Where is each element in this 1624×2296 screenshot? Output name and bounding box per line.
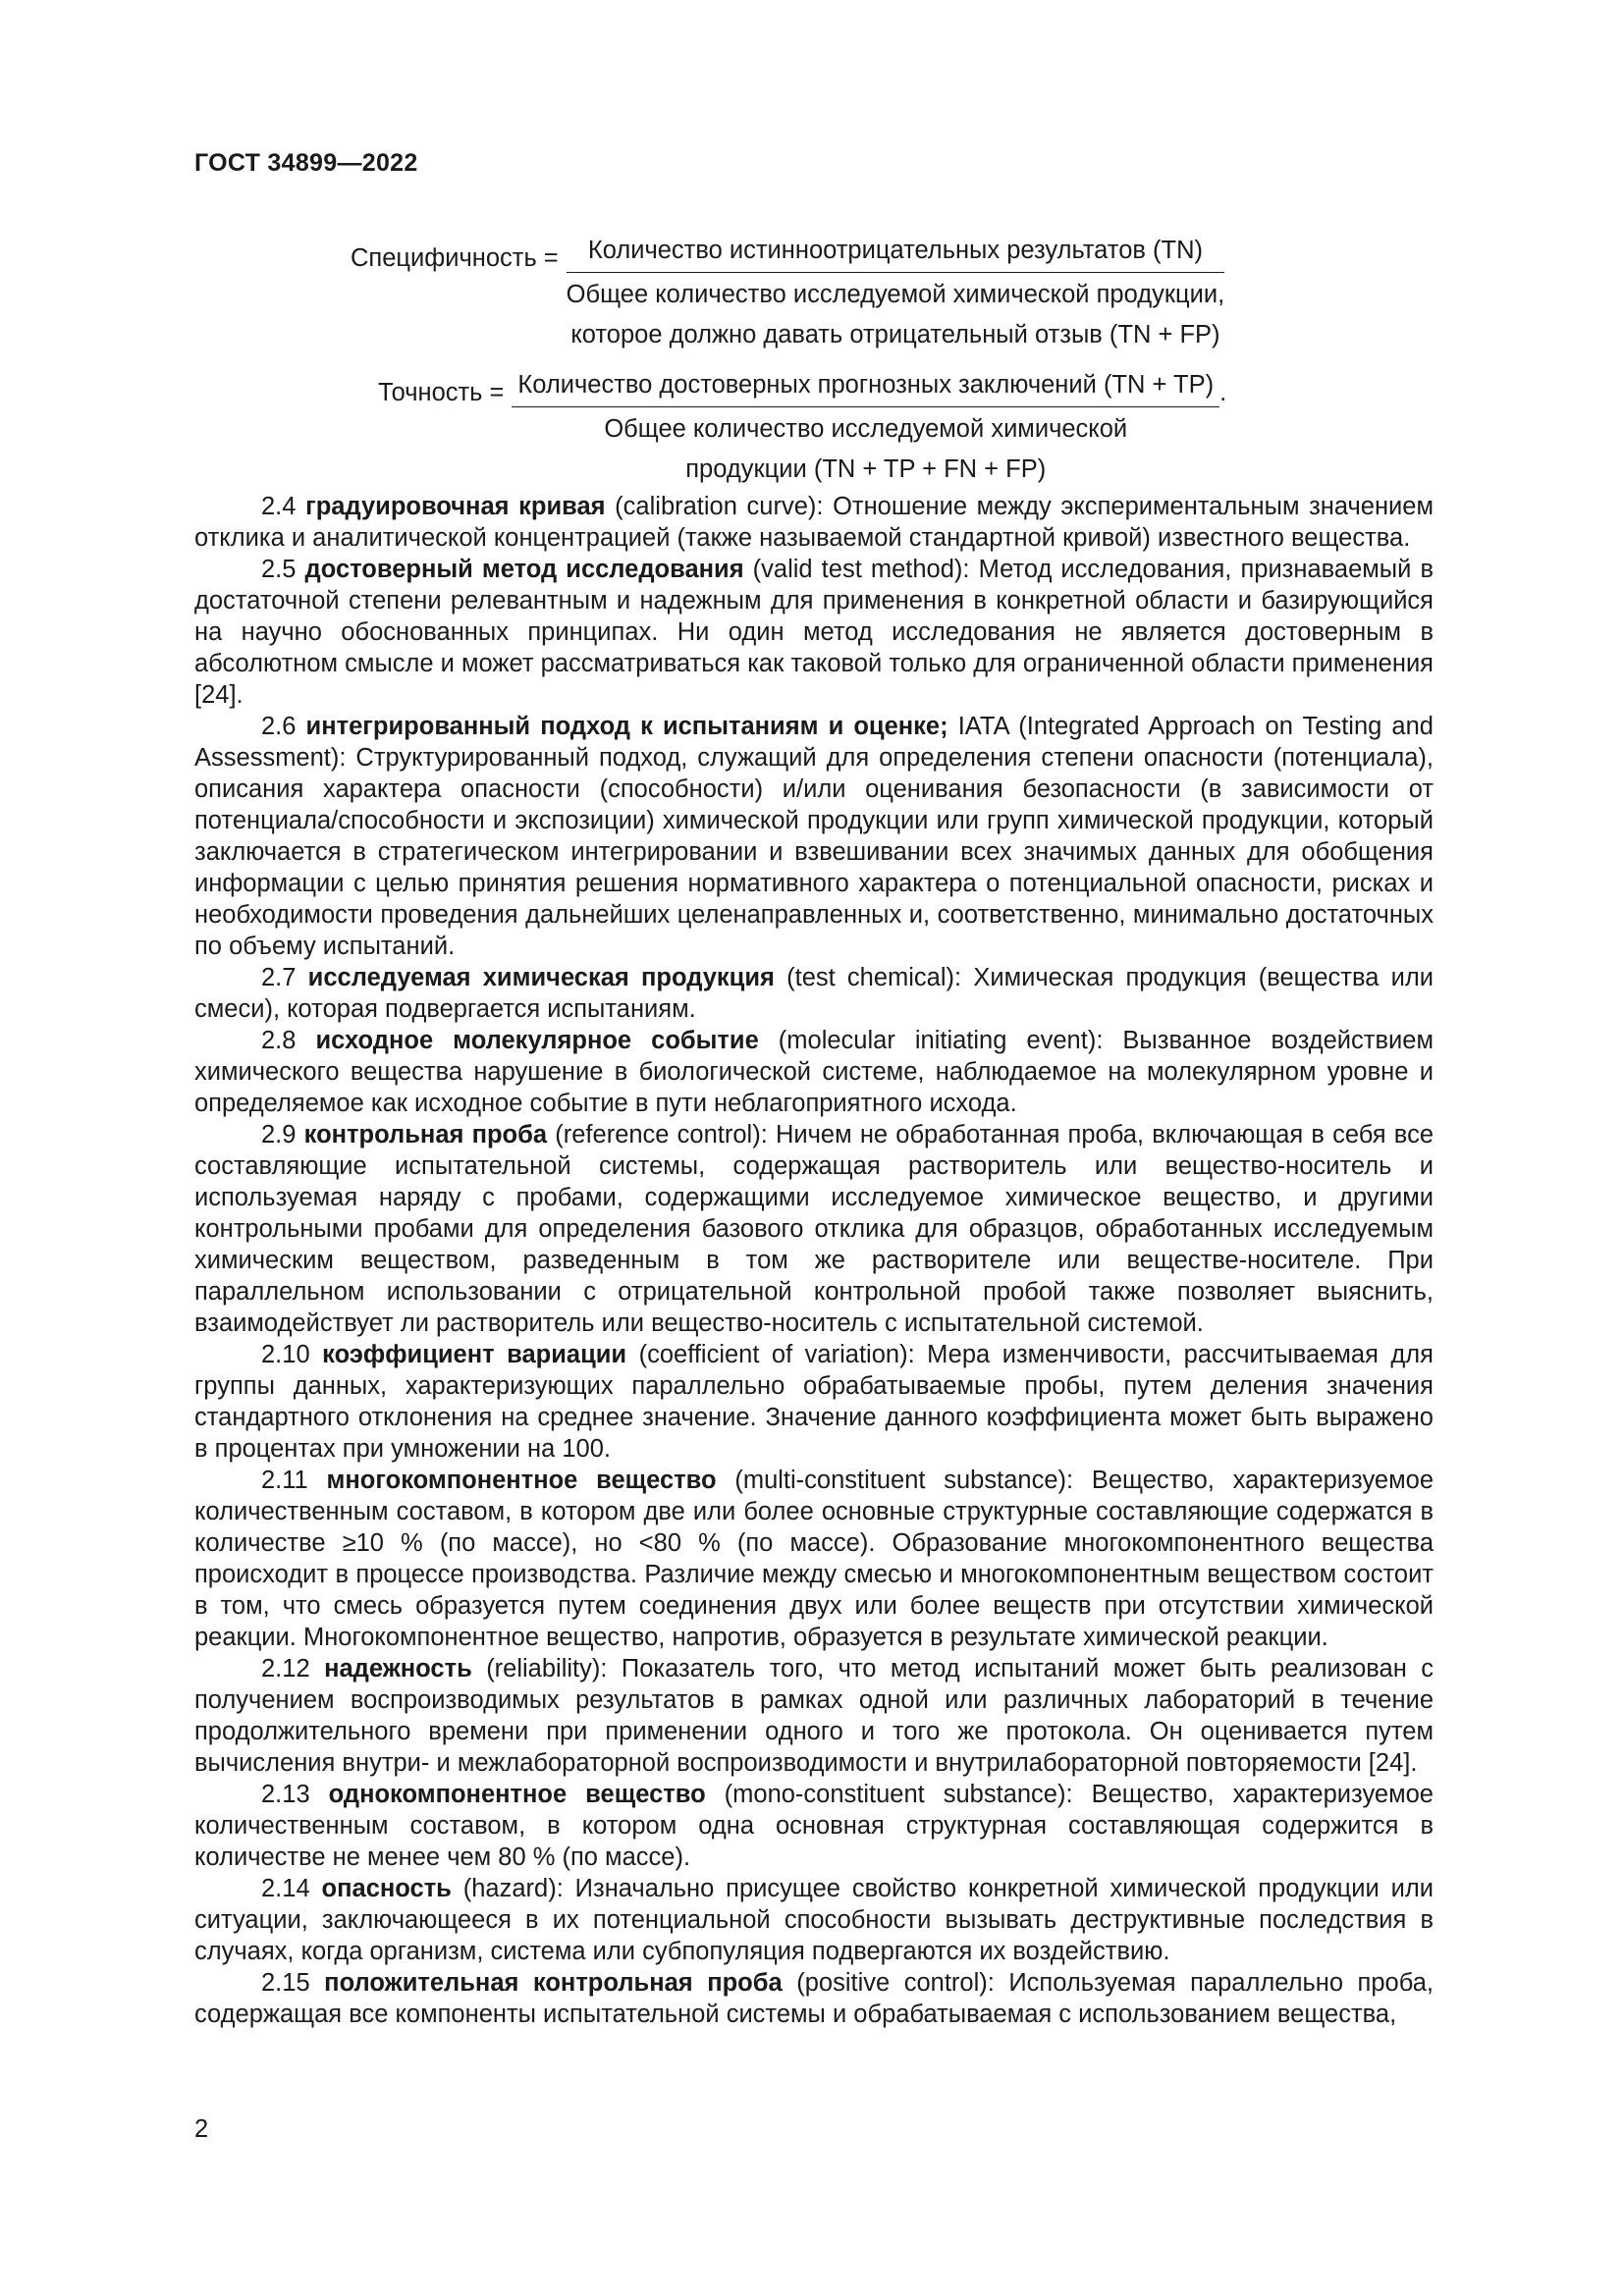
- term-entry: [194, 1025, 1434, 1119]
- term-number: 2.12: [261, 1655, 310, 1682]
- term-name: надежность: [324, 1655, 472, 1682]
- term-definition: (molecular initiating event): Вызванное воздействием химического вещества нарушение в биологической системе, наблюдаемое на молекулярном уровне и определяемое как исходное событие в пути неблагоприятного исхода.: [194, 1027, 1434, 1117]
- term-name: контрольная проба: [303, 1121, 548, 1148]
- term-name: интегрированный подход к испытаниям и оценке;: [305, 713, 948, 740]
- term-entry: [194, 711, 1434, 962]
- formula-period: .: [1219, 379, 1227, 406]
- term-number: 2.8: [261, 1027, 297, 1054]
- term-number: 2.13: [261, 1781, 310, 1808]
- fraction-denominator-line-1: Общее количество исследуемой химической: [604, 415, 1128, 443]
- term-name: коэффициент вариации: [322, 1341, 627, 1368]
- specificity-formula: [351, 234, 1224, 353]
- fraction: [512, 368, 1219, 488]
- term-name: опасность: [321, 1875, 452, 1902]
- term-entry: [194, 1465, 1434, 1653]
- term-entry: [194, 491, 1434, 554]
- term-entry: [194, 1967, 1434, 2030]
- term-number: 2.14: [261, 1875, 310, 1902]
- accuracy-formula: [378, 368, 1226, 488]
- term-definition: (hazard): Изначально присущее свойство конкретной химической продукции или ситуации, заключающееся в их потенциальной способности вызывать деструктивные последствия в случаях, когда организм, система или субпопуляция подвергаются их воздействию.: [194, 1875, 1434, 1965]
- term-number: 2.5: [261, 556, 297, 583]
- page-number: 2: [194, 2115, 209, 2143]
- term-number: 2.11: [261, 1467, 308, 1494]
- fraction-denominator-line-2: которое должно давать отрицательный отзыв (TN + FP): [570, 321, 1220, 348]
- term-entry: [194, 554, 1434, 711]
- equals-sign: =: [543, 244, 559, 272]
- term-number: 2.10: [261, 1341, 310, 1368]
- term-definition: (reliability): Показатель того, что метод испытаний может быть реализован с получением воспроизводимых результатов в рамках одной или различных лабораторий в течение продолжительного времени при применении одного и того же протокола. Он оценивается путем вычисления внутри- и межлабораторной воспроизводимости и внутрилабораторной повторяемости [24].: [194, 1655, 1434, 1777]
- term-name: многокомпонентное вещество: [326, 1467, 717, 1494]
- fraction: [567, 234, 1225, 353]
- term-definition: (coefficient of variation): Мера изменчивости, рассчитываемая для группы данных, характеризующих параллельно обрабатываемые пробы, путем деления значения стандартного отклонения на среднее значение. Значение данного коэффициента может быть выражено в процентах при умножении на 100.: [194, 1341, 1434, 1463]
- fraction-denominator-line-1: Общее количество исследуемой химической продукции,: [566, 281, 1225, 308]
- document-body: [194, 491, 1434, 2030]
- term-entry: [194, 1119, 1434, 1339]
- term-name: исследуемая химическая продукция: [307, 964, 775, 991]
- term-definition: (reference control): Ничем не обработанная проба, включающая в себя все составляющие испытательной системы, содержащая растворитель или вещество-носитель и используемая наряду с пробами, содержащими исследуемое химическое вещество, и другими контрольными пробами для определения базового отклика для образцов, обработанных исследуемым химическим веществом, разведенным в том же растворителе или веществе-носителе. При параллельном использовании с отрицательной контрольной пробой также позволяет выяснить, взаимодействует ли растворитель или вещество-носитель с испытательной системой.: [194, 1121, 1434, 1337]
- term-entry: [194, 1653, 1434, 1779]
- fraction-numerator: Количество истинноотрицательных результатов (TN): [587, 237, 1203, 264]
- term-name: исходное молекулярное событие: [315, 1027, 759, 1054]
- equals-sign: =: [489, 379, 505, 406]
- term-number: 2.6: [261, 713, 297, 740]
- document-header: ГОСТ 34899—2022: [194, 149, 418, 177]
- term-number: 2.15: [261, 1969, 310, 1997]
- term-definition: (mono-constituent substance): Вещество, характеризуемое количественным составом, в котором одна основная структурная составляющая содержится в количестве не менее чем 80 % (по массе).: [194, 1781, 1434, 1871]
- fraction-numerator: Количество достоверных прогнозных заключений (TN + TP): [517, 371, 1215, 399]
- term-number: 2.4: [261, 493, 297, 520]
- term-definition: IATA (Integrated Approach on Testing and Assessment): Структурированный подход, служащий для определения степени опасности (потенциала), описания характера опасности (способности) и/или оценивания безопасности (в зависимости от потенциала/способности и экспозиции) химической продукции или групп химической продукции, который заключается в стратегическом интегрировании и взвешивании всех значимых данных для обобщения информации с целью принятия решения нормативного характера о потенциальной опасности, рисках и необходимости проведения дальнейших целенаправленных и, соответственно, минимально достаточных по объему испытаний.: [194, 713, 1434, 960]
- term-number: 2.9: [261, 1121, 297, 1148]
- term-definition: (positive control): Используемая параллельно проба, содержащая все компоненты испытательной системы и обрабатываемая с использованием вещества,: [194, 1969, 1434, 2028]
- term-entry: [194, 1339, 1434, 1465]
- term-definition: (test chemical): Химическая продукция (вещества или смеси), которая подвергается испытаниям.: [194, 964, 1434, 1023]
- term-name: однокомпонентное вещество: [328, 1781, 706, 1808]
- formula-lhs: Специфичность: [351, 244, 537, 272]
- term-name: градуировочная кривая: [305, 493, 606, 520]
- term-entry: [194, 962, 1434, 1025]
- formula-lhs: Точность: [378, 379, 483, 406]
- term-entry: [194, 1779, 1434, 1873]
- term-definition: (calibration curve): Отношение между экспериментальным значением отклика и аналитической концентрацией (также называемой стандартной кривой) известного вещества.: [194, 493, 1434, 552]
- term-name: положительная контрольная проба: [324, 1969, 783, 1997]
- term-definition: (multi-constituent substance): Вещество, характеризуемое количественным составом, в котором две или более основные структурные составляющие содержатся в количестве ≥10 % (по массе), но <80 % (по массе). Образование многокомпонентного вещества происходит в процессе производства. Различие между смесью и многокомпонентным веществом состоит в том, что смесь образуется путем соединения двух или более веществ при отсутствии химической реакции. Многокомпонентное вещество, напротив, образуется в результате химической реакции.: [194, 1467, 1435, 1651]
- term-entry: [194, 1873, 1434, 1967]
- term-name: достоверный метод исследования: [304, 556, 744, 583]
- term-definition: (valid test method): Метод исследования, признаваемый в достаточной степени релевантным и надежным для применения в конкретной области и базирующийся на научно обоснованных принципах. Ни один метод исследования не является достоверным в абсолютном смысле и может рассматриваться как таковой только для ограниченной области применения [24].: [194, 556, 1434, 709]
- fraction-denominator-line-2: продукции (TN + TP + FN + FP): [685, 455, 1047, 483]
- term-number: 2.7: [261, 964, 297, 991]
